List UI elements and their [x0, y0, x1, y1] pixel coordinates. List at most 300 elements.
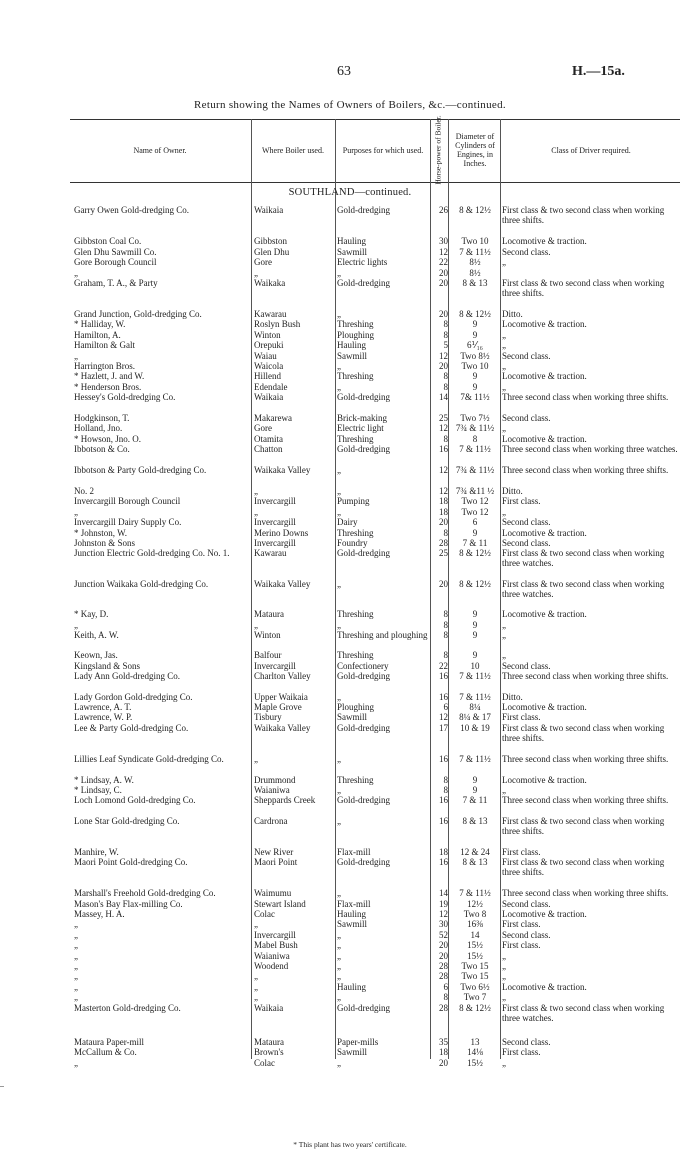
cylinder-diameter-cell: 9: [472, 650, 478, 660]
driver-class-cell: „: [502, 423, 506, 433]
purpose-cell: „: [337, 465, 341, 475]
boiler-location-cell: Mataura: [254, 609, 284, 619]
purpose-cell: Threshing: [337, 775, 374, 785]
owner-name-cell: „: [74, 507, 78, 517]
header-horse-power: Horse-power of Boiler.: [433, 115, 442, 185]
boiler-location-cell: Balfour: [254, 650, 282, 660]
purpose-cell: „: [337, 816, 341, 826]
purpose-cell: „: [337, 961, 341, 971]
purpose-cell: Gold-dredging: [337, 205, 390, 215]
boiler-location-cell: Woodend: [254, 961, 289, 971]
driver-class-cell: „: [502, 951, 506, 961]
cylinder-diameter-cell: 8½: [469, 268, 481, 278]
owner-name-cell: Maori Point Gold-dredging Co.: [74, 857, 188, 867]
driver-class-cell: „: [502, 382, 506, 392]
purpose-cell: Gold-dredging: [337, 857, 390, 867]
driver-class-cell: „: [502, 650, 506, 660]
driver-class-cell: Locomotive & traction.: [502, 702, 587, 712]
driver-class-cell: Ditto.: [502, 486, 523, 496]
driver-class-cell: Three second class when working three shifts.: [502, 888, 669, 898]
horse-power-cell: 35: [439, 1037, 448, 1047]
purpose-cell: „: [337, 507, 341, 517]
purpose-cell: Sawmill: [337, 919, 368, 929]
horse-power-cell: 25: [439, 548, 448, 558]
horse-power-cell: 20: [439, 1058, 448, 1068]
owner-name-cell: „: [74, 268, 78, 278]
boiler-location-cell: Charlton Valley: [254, 671, 311, 681]
cylinder-diameter-cell: 8½: [469, 257, 481, 267]
column-divider: [500, 119, 501, 1059]
purpose-cell: Pumping: [337, 496, 370, 506]
owner-name-cell: Johnston & Sons: [74, 538, 136, 548]
horse-power-cell: 8: [443, 330, 448, 340]
driver-class-cell: „: [502, 1058, 506, 1068]
cylinder-diameter-cell: 9: [472, 371, 478, 381]
horse-power-cell: 16: [439, 754, 448, 764]
cylinder-diameter-cell: 8¼: [469, 702, 481, 712]
driver-class-cell: „: [502, 507, 506, 517]
cylinder-diameter-cell: 9: [472, 330, 478, 340]
boiler-location-cell: Gibbston: [254, 236, 288, 246]
boiler-location-cell: Waianiwa: [254, 785, 290, 795]
boiler-location-cell: „: [254, 486, 258, 496]
owner-name-cell: Ibbotson & Party Gold-dredging Co.: [74, 465, 207, 475]
owner-name-cell: * Kay, D.: [74, 609, 109, 619]
horse-power-cell: 8: [443, 775, 448, 785]
owner-name-cell: Gibbston Coal Co.: [74, 236, 142, 246]
purpose-cell: Threshing: [337, 434, 374, 444]
purpose-cell: „: [337, 692, 341, 702]
owner-name-cell: Mataura Paper-mill: [74, 1037, 145, 1047]
header-name: Name of Owner.: [133, 145, 187, 155]
boiler-location-cell: Sheppards Creek: [254, 795, 316, 805]
boiler-location-cell: Waikaia: [254, 392, 284, 402]
cylinder-diameter-cell: 7 & 11½: [459, 444, 491, 454]
purpose-cell: Threshing and ploughing: [337, 630, 428, 640]
cylinder-diameter-cell: 8 & 12½: [459, 579, 491, 589]
driver-class-cell: Three second class when working three shifts.: [502, 392, 669, 402]
horse-power-cell: 28: [439, 961, 448, 971]
purpose-cell: „: [337, 951, 341, 961]
purpose-cell: Hauling: [337, 909, 366, 919]
boiler-location-cell: Makarewa: [254, 413, 292, 423]
purpose-cell: Gold-dredging: [337, 795, 390, 805]
cylinder-diameter-cell: 15½: [467, 1058, 483, 1068]
cylinder-diameter-cell: 16⅜: [467, 919, 483, 929]
boiler-location-cell: Waicola: [254, 361, 284, 371]
boiler-location-cell: Roslyn Bush: [254, 319, 301, 329]
horse-power-cell: 25: [439, 413, 448, 423]
boiler-location-cell: Colac: [254, 1058, 275, 1068]
cylinder-diameter-cell: 8 & 12½: [459, 548, 491, 558]
owner-name-cell: „: [74, 982, 78, 992]
owner-name-cell: Keith, A. W.: [74, 630, 119, 640]
driver-class-cell: „: [502, 785, 506, 795]
boiler-location-cell: Hillend: [254, 371, 281, 381]
horse-power-cell: 16: [439, 692, 448, 702]
horse-power-cell: 6: [443, 982, 448, 992]
horse-power-cell: 8: [443, 620, 448, 630]
purpose-cell: Gold-dredging: [337, 278, 390, 288]
driver-class-cell: Second class.: [502, 661, 551, 671]
owner-name-cell: Hamilton, A.: [74, 330, 121, 340]
horse-power-cell: 12: [439, 465, 448, 475]
driver-class-cell: Three second class when working three watches.: [502, 444, 678, 454]
owner-name-cell: Lillies Leaf Syndicate Gold-dredging Co.: [74, 754, 224, 764]
driver-class-cell: First class & two second class when working three shifts.: [502, 205, 665, 225]
boiler-location-cell: Glen Dhu: [254, 247, 290, 257]
purpose-cell: „: [337, 1058, 341, 1068]
horse-power-cell: 20: [439, 951, 448, 961]
horse-power-cell: 8: [443, 992, 448, 1002]
boiler-location-cell: Orepuki: [254, 340, 284, 350]
horse-power-cell: 8: [443, 528, 448, 538]
horse-power-cell: 8: [443, 785, 448, 795]
boiler-location-cell: Waikaka Valley: [254, 465, 311, 475]
owner-name-cell: * Lindsay, A. W.: [74, 775, 134, 785]
purpose-cell: „: [337, 930, 341, 940]
purpose-cell: Hauling: [337, 340, 366, 350]
driver-class-cell: „: [502, 630, 506, 640]
boiler-location-cell: Stewart Island: [254, 899, 306, 909]
boiler-location-cell: Cardrona: [254, 816, 288, 826]
boiler-location-cell: Waianiwa: [254, 951, 290, 961]
owner-name-cell: „: [74, 351, 78, 361]
horse-power-cell: 18: [439, 507, 448, 517]
horse-power-cell: 16: [439, 816, 448, 826]
owner-name-cell: „: [74, 620, 78, 630]
purpose-cell: Threshing: [337, 319, 374, 329]
cylinder-diameter-cell: 8 & 13: [462, 816, 488, 826]
cylinder-diameter-cell: 6: [472, 517, 478, 527]
owner-name-cell: Invercargill Dairy Supply Co.: [74, 517, 182, 527]
boiler-location-cell: „: [254, 982, 258, 992]
driver-class-cell: First class.: [502, 712, 541, 722]
horse-power-cell: 5: [443, 340, 448, 350]
driver-class-cell: Locomotive & traction.: [502, 319, 587, 329]
driver-class-cell: „: [502, 620, 506, 630]
driver-class-cell: Locomotive & traction.: [502, 609, 587, 619]
owner-name-cell: „: [74, 951, 78, 961]
column-divider: [335, 119, 336, 1059]
cylinder-diameter-cell: Two 12: [461, 496, 489, 506]
cylinder-diameter-cell: 6⅟₁₆: [467, 340, 483, 350]
driver-class-cell: „: [502, 961, 506, 971]
purpose-cell: Hauling: [337, 236, 366, 246]
cylinder-diameter-cell: 14⅛: [467, 1047, 483, 1057]
cylinder-diameter-cell: Two 8½: [460, 351, 490, 361]
header-diameter: Diameter of Cylinders of Engines, in Inches.: [455, 132, 495, 168]
driver-class-cell: Three second class when working three shifts.: [502, 671, 669, 681]
page-number: 63: [337, 64, 351, 79]
boiler-location-cell: Winton: [254, 630, 281, 640]
horse-power-cell: 20: [439, 361, 448, 371]
driver-class-cell: Locomotive & traction.: [502, 434, 587, 444]
cylinder-diameter-cell: 9: [472, 528, 478, 538]
boiler-location-cell: Edendale: [254, 382, 288, 392]
owner-name-cell: „: [74, 1058, 78, 1068]
owner-name-cell: „: [74, 961, 78, 971]
owner-name-cell: Garry Owen Gold-dredging Co.: [74, 205, 189, 215]
cylinder-diameter-cell: Two 7½: [460, 413, 490, 423]
table-title: Return showing the Names of Owners of Boilers, &c.—continued.: [194, 99, 506, 111]
boiler-location-cell: Upper Waikaia: [254, 692, 308, 702]
purpose-cell: „: [337, 486, 341, 496]
header-class: Class of Driver required.: [551, 145, 631, 155]
cylinder-diameter-cell: Two 15: [461, 961, 489, 971]
driver-class-cell: Second class.: [502, 1037, 551, 1047]
cylinder-diameter-cell: 9: [472, 382, 478, 392]
horse-power-cell: 52: [439, 930, 448, 940]
driver-class-cell: First class & two second class when working three watches.: [502, 579, 665, 599]
purpose-cell: Gold-dredging: [337, 723, 390, 733]
purpose-cell: Hauling: [337, 982, 366, 992]
cylinder-diameter-cell: Two 10: [461, 361, 489, 371]
purpose-cell: Gold-dredging: [337, 1003, 390, 1013]
boiler-location-cell: Invercargill: [254, 517, 296, 527]
horse-power-cell: 8: [443, 382, 448, 392]
cylinder-diameter-cell: 9: [472, 775, 478, 785]
boiler-location-cell: Gore: [254, 257, 272, 267]
boiler-location-cell: „: [254, 268, 258, 278]
boiler-location-cell: Otamita: [254, 434, 283, 444]
horse-power-cell: 12: [439, 712, 448, 722]
cylinder-diameter-cell: 7¾ & 11½: [455, 423, 495, 433]
purpose-cell: Gold-dredging: [337, 444, 390, 454]
purpose-cell: Threshing: [337, 609, 374, 619]
cylinder-diameter-cell: 15½: [467, 951, 483, 961]
driver-class-cell: Second class.: [502, 899, 551, 909]
purpose-cell: „: [337, 579, 341, 589]
owner-name-cell: Lawrence, W. P.: [74, 712, 133, 722]
boiler-location-cell: Winton: [254, 330, 281, 340]
horse-power-cell: 18: [439, 847, 448, 857]
boiler-location-cell: Waikaia: [254, 205, 284, 215]
cylinder-diameter-cell: 9: [472, 319, 478, 329]
purpose-cell: „: [337, 620, 341, 630]
driver-class-cell: Three second class when working three shifts.: [502, 754, 669, 764]
driver-class-cell: First class.: [502, 919, 541, 929]
owner-name-cell: * Johnston, W.: [74, 528, 128, 538]
cylinder-diameter-cell: 13: [470, 1037, 480, 1047]
boiler-location-cell: Waikaia: [254, 1003, 284, 1013]
owner-name-cell: Loch Lomond Gold-dredging Co.: [74, 795, 196, 805]
cylinder-diameter-cell: Two 10: [461, 236, 489, 246]
horse-power-cell: 22: [439, 661, 448, 671]
cylinder-diameter-cell: 7 & 11½: [459, 888, 491, 898]
owner-name-cell: Gore Borough Council: [74, 257, 157, 267]
driver-class-cell: Second class.: [502, 413, 551, 423]
cylinder-diameter-cell: 7 & 11½: [459, 671, 491, 681]
owner-name-cell: Lee & Party Gold-dredging Co.: [74, 723, 189, 733]
cylinder-diameter-cell: 8 & 12½: [459, 309, 491, 319]
boiler-location-cell: „: [254, 754, 258, 764]
driver-class-cell: First class & two second class when working three watches.: [502, 1003, 665, 1023]
driver-class-cell: „: [502, 992, 506, 1002]
driver-class-cell: Three second class when working three shifts.: [502, 795, 669, 805]
header-where: Where Boiler used.: [262, 145, 324, 155]
cylinder-diameter-cell: 9: [472, 785, 478, 795]
owner-name-cell: Marshall's Freehold Gold-dredging Co.: [74, 888, 216, 898]
cylinder-diameter-cell: 12½: [467, 899, 483, 909]
boiler-location-cell: „: [254, 992, 258, 1002]
purpose-cell: „: [337, 888, 341, 898]
owner-name-cell: Lone Star Gold-dredging Co.: [74, 816, 180, 826]
driver-class-cell: First class & two second class when working three watches.: [502, 548, 665, 568]
driver-class-cell: Locomotive & traction.: [502, 371, 587, 381]
cylinder-diameter-cell: 7 & 11½: [459, 754, 491, 764]
owner-name-cell: Hamilton & Galt: [74, 340, 135, 350]
page-edge-mark: [0, 1086, 4, 1087]
horse-power-cell: 8: [443, 434, 448, 444]
purpose-cell: Flax-mill: [337, 899, 371, 909]
owner-name-cell: Junction Waikaka Gold-dredging Co.: [74, 579, 209, 589]
purpose-cell: Gold-dredging: [337, 671, 390, 681]
cylinder-diameter-cell: 8 & 13: [462, 857, 488, 867]
horse-power-cell: 6: [443, 702, 448, 712]
cylinder-diameter-cell: 8 & 12½: [459, 205, 491, 215]
owner-name-cell: Harrington Bros.: [74, 361, 135, 371]
cylinder-diameter-cell: 9: [472, 609, 478, 619]
boiler-location-cell: Maple Grove: [254, 702, 302, 712]
purpose-cell: Paper-mills: [337, 1037, 379, 1047]
owner-name-cell: Kingsland & Sons: [74, 661, 141, 671]
cylinder-diameter-cell: Two 7: [463, 992, 487, 1002]
driver-class-cell: „: [502, 257, 506, 267]
driver-class-cell: First class & two second class when working three shifts.: [502, 816, 665, 836]
boiler-location-cell: Mataura: [254, 1037, 284, 1047]
purpose-cell: Sawmill: [337, 1047, 368, 1057]
boiler-location-cell: Invercargill: [254, 930, 296, 940]
horse-power-cell: 20: [439, 517, 448, 527]
horse-power-cell: 28: [439, 971, 448, 981]
purpose-cell: Gold-dredging: [337, 548, 390, 558]
cylinder-diameter-cell: 15½: [467, 940, 483, 950]
purpose-cell: Sawmill: [337, 351, 368, 361]
horse-power-cell: 16: [439, 671, 448, 681]
owner-name-cell: Hessey's Gold-dredging Co.: [74, 392, 176, 402]
horse-power-cell: 30: [439, 236, 448, 246]
driver-class-cell: Locomotive & traction.: [502, 236, 587, 246]
cylinder-diameter-cell: 14: [470, 930, 480, 940]
purpose-cell: „: [337, 268, 341, 278]
owner-name-cell: Lady Gordon Gold-dredging Co.: [74, 692, 193, 702]
horse-power-cell: 8: [443, 319, 448, 329]
owner-name-cell: * Lindsay, C.: [74, 785, 122, 795]
horse-power-cell: 17: [439, 723, 448, 733]
boiler-location-cell: Brown's: [254, 1047, 284, 1057]
purpose-cell: Electric light: [337, 423, 384, 433]
owner-name-cell: „: [74, 971, 78, 981]
cylinder-diameter-cell: 7¾ & 11½: [455, 465, 495, 475]
boiler-location-cell: Tisbury: [254, 712, 282, 722]
owner-name-cell: Massey, H. A.: [74, 909, 125, 919]
cylinder-diameter-cell: 9: [472, 630, 478, 640]
horse-power-cell: 30: [439, 919, 448, 929]
footnote: * This plant has two years' certificate.: [293, 1140, 407, 1149]
purpose-cell: Threshing: [337, 650, 374, 660]
purpose-cell: „: [337, 971, 341, 981]
cylinder-diameter-cell: 8: [472, 434, 478, 444]
purpose-cell: Sawmill: [337, 247, 368, 257]
driver-class-cell: First class.: [502, 1047, 541, 1057]
owner-name-cell: „: [74, 919, 78, 929]
cylinder-diameter-cell: 7 & 11: [462, 538, 488, 548]
driver-class-cell: „: [502, 340, 506, 350]
boiler-location-cell: Invercargill: [254, 661, 296, 671]
cylinder-diameter-cell: 8 & 12½: [459, 1003, 491, 1013]
owner-name-cell: No. 2: [74, 486, 94, 496]
horse-power-cell: 19: [439, 899, 448, 909]
horse-power-cell: 22: [439, 257, 448, 267]
cylinder-diameter-cell: Two 8: [463, 909, 487, 919]
boiler-location-cell: „: [254, 919, 258, 929]
horse-power-cell: 28: [439, 538, 448, 548]
owner-name-cell: Manhire, W.: [74, 847, 119, 857]
driver-class-cell: „: [502, 361, 506, 371]
boiler-location-cell: „: [254, 620, 258, 630]
cylinder-diameter-cell: 9: [472, 620, 478, 630]
purpose-cell: Dairy: [337, 517, 358, 527]
driver-class-cell: Locomotive & traction.: [502, 982, 587, 992]
purpose-cell: „: [337, 992, 341, 1002]
owner-name-cell: Hodgkinson, T.: [74, 413, 130, 423]
boiler-location-cell: Waikaka Valley: [254, 723, 311, 733]
owner-name-cell: Junction Electric Gold-dredging Co. No. 1.: [74, 548, 230, 558]
horse-power-cell: 12: [439, 423, 448, 433]
driver-class-cell: First class.: [502, 847, 541, 857]
owner-name-cell: * Henderson Bros.: [74, 382, 142, 392]
driver-class-cell: „: [502, 330, 506, 340]
purpose-cell: „: [337, 754, 341, 764]
horse-power-cell: 26: [439, 205, 448, 215]
horse-power-cell: 18: [439, 496, 448, 506]
cylinder-diameter-cell: 10: [470, 661, 480, 671]
owner-name-cell: Glen Dhu Sawmill Co.: [74, 247, 157, 257]
horse-power-cell: 8: [443, 650, 448, 660]
driver-class-cell: Three second class when working three shifts.: [502, 465, 669, 475]
boiler-location-cell: Invercargill: [254, 496, 296, 506]
driver-class-cell: Locomotive & traction.: [502, 775, 587, 785]
purpose-cell: Ploughing: [337, 330, 375, 340]
purpose-cell: Confectionery: [337, 661, 389, 671]
document-reference: H.—15a.: [572, 64, 625, 79]
cylinder-diameter-cell: 7 & 11½: [459, 692, 491, 702]
boiler-location-cell: „: [254, 971, 258, 981]
boiler-location-cell: Drummond: [254, 775, 296, 785]
horse-power-cell: 28: [439, 1003, 448, 1013]
owner-name-cell: Invercargill Borough Council: [74, 496, 181, 506]
horse-power-cell: 12: [439, 351, 448, 361]
horse-power-cell: 18: [439, 1047, 448, 1057]
driver-class-cell: Second class.: [502, 538, 551, 548]
boiler-location-cell: Kawarau: [254, 548, 287, 558]
boiler-location-cell: „: [254, 507, 258, 517]
horse-power-cell: 16: [439, 857, 448, 867]
boiler-location-cell: Kawarau: [254, 309, 287, 319]
column-divider: [251, 119, 252, 1059]
purpose-cell: „: [337, 361, 341, 371]
boiler-location-cell: Colac: [254, 909, 275, 919]
purpose-cell: Sawmill: [337, 712, 368, 722]
boiler-location-cell: Maori Point: [254, 857, 298, 867]
purpose-cell: Threshing: [337, 371, 374, 381]
owner-name-cell: Keown, Jas.: [74, 650, 118, 660]
purpose-cell: „: [337, 785, 341, 795]
owner-name-cell: Holland, Jno.: [74, 423, 123, 433]
cylinder-diameter-cell: 7 & 11: [462, 795, 488, 805]
driver-class-cell: First class & two second class when working three shifts.: [502, 857, 665, 877]
